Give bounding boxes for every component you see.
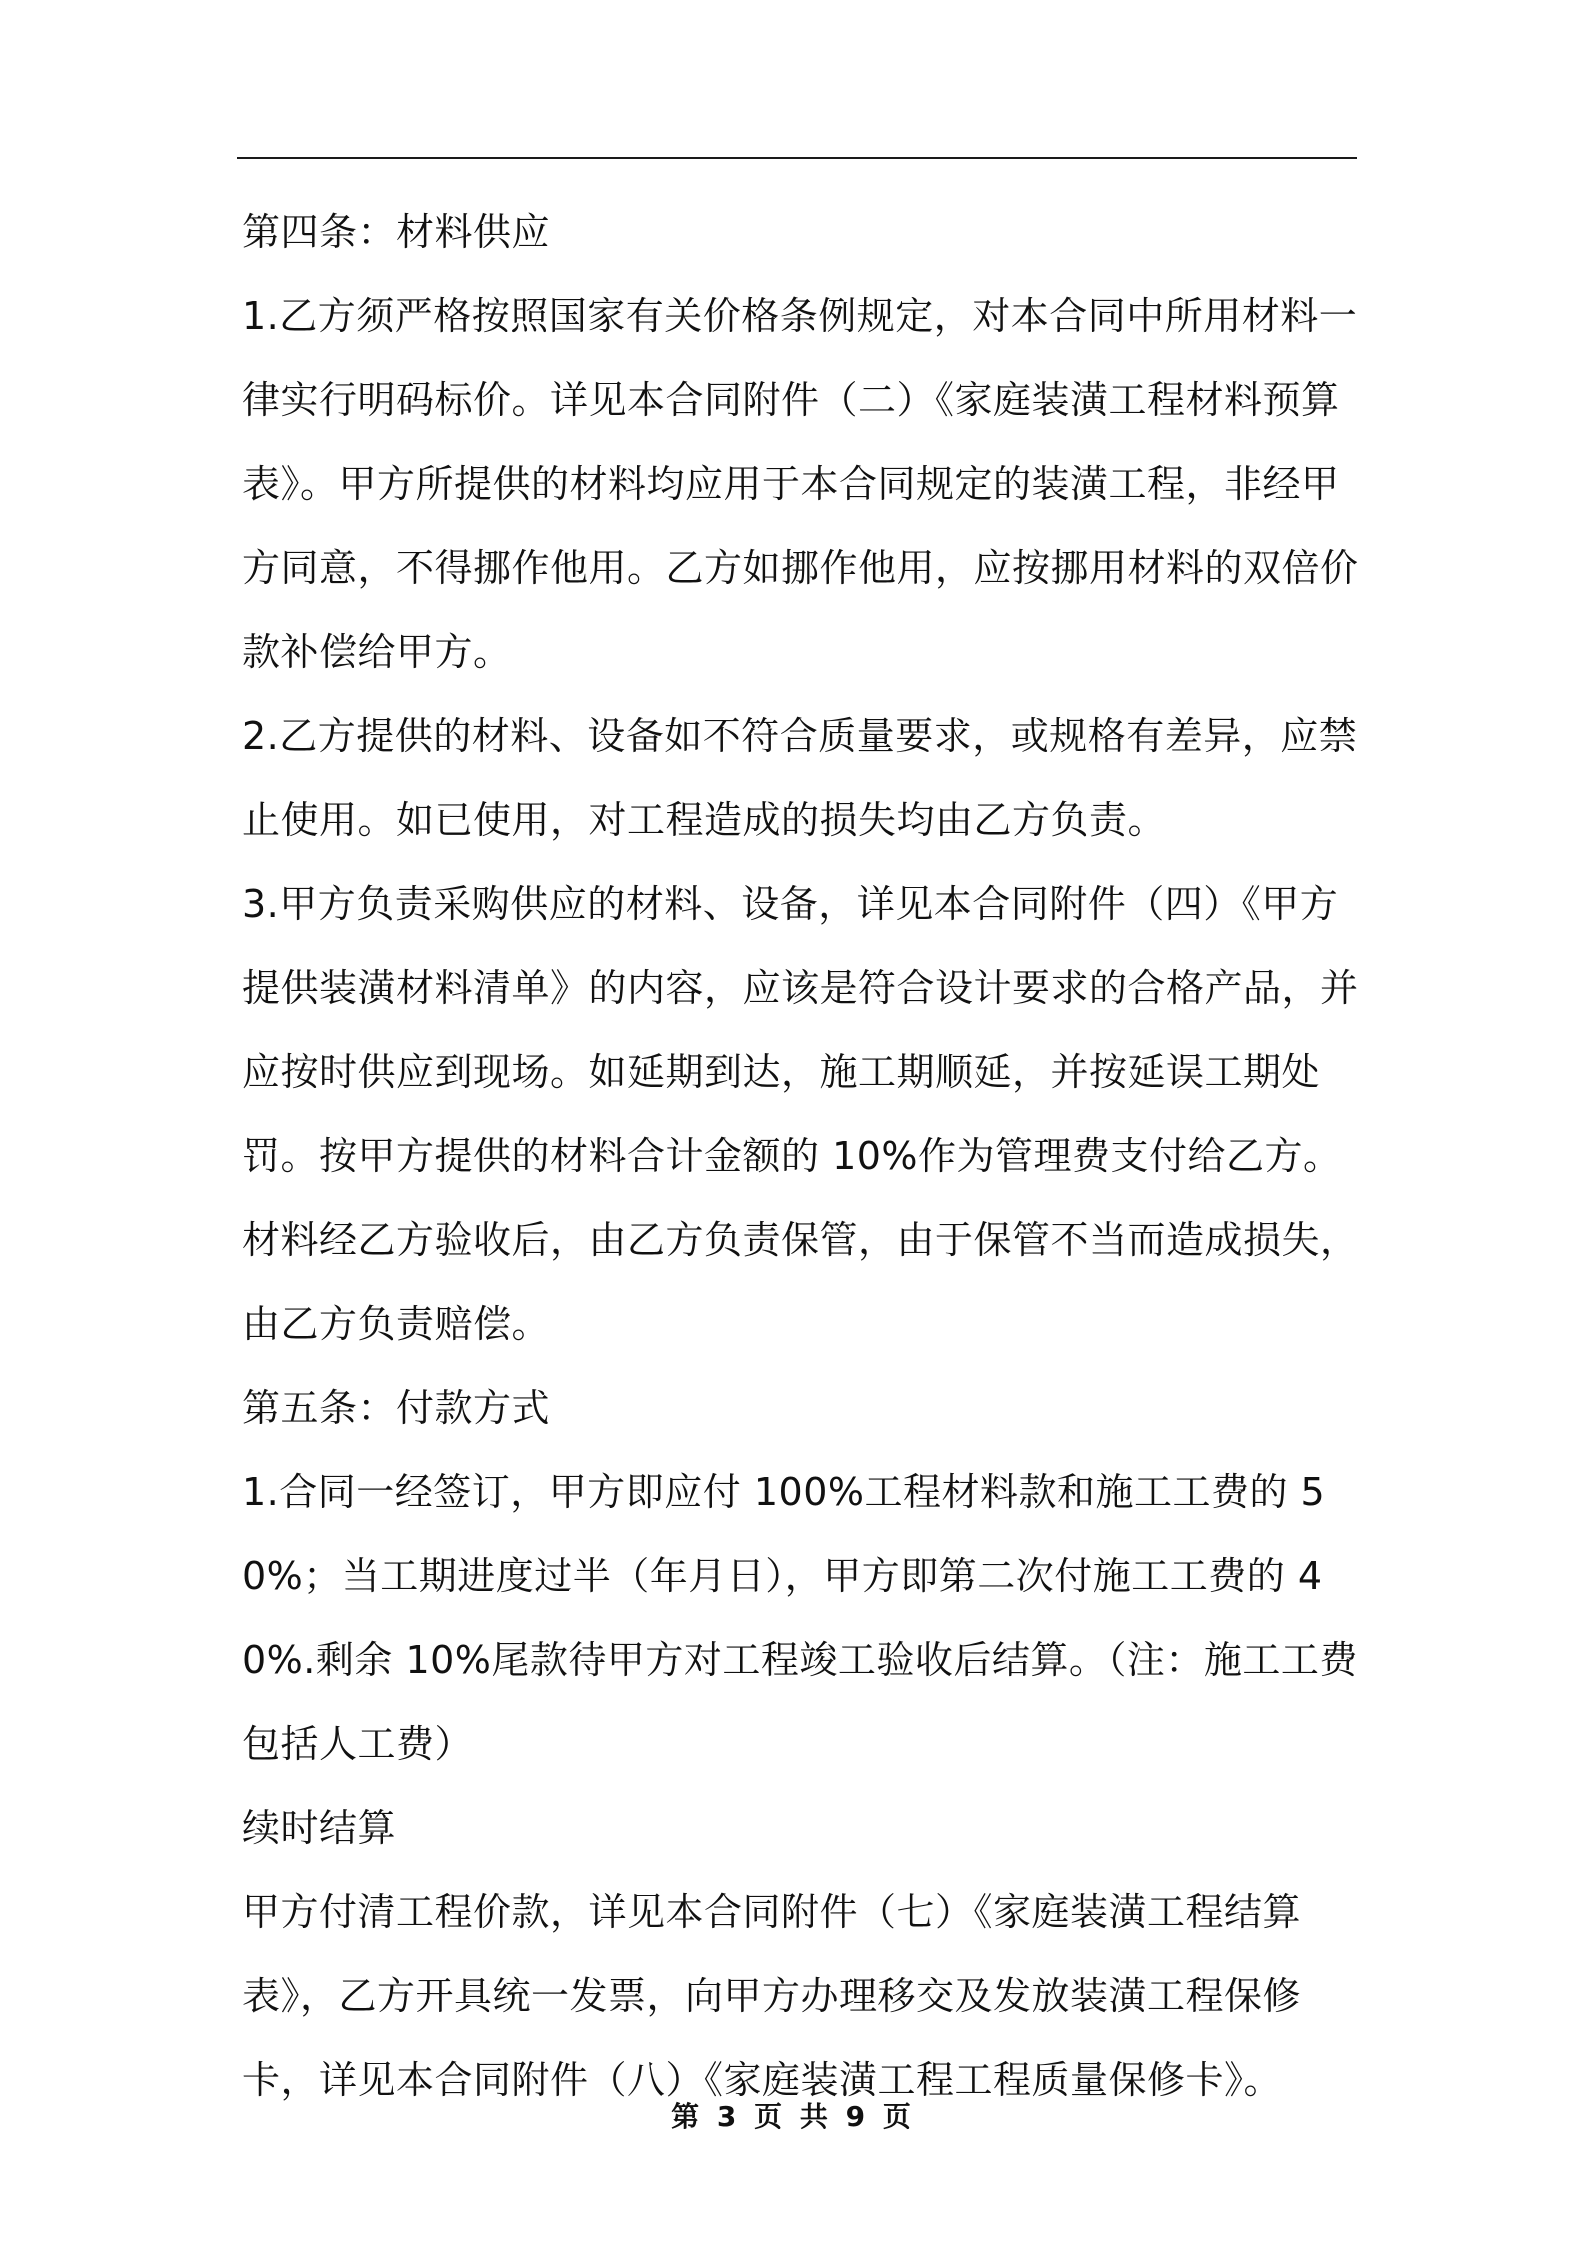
- article-four-clause-3: 3.甲方负责采购供应的材料、设备，详见本合同附件（四）《甲方提供装潢材料清单》的内容，应该是符合设计要求的合格产品，并应按时供应到现场。如延期到达，施工期顺延，并按延误工期处罚。按甲方提供的材料合计金额的 10%作为管理费支付给乙方。材料经乙方验收后，由乙方负责保管，由于保管不当而造成损失，由乙方负责赔偿。: [242, 882, 1359, 1346]
- settlement-heading: 续时结算: [242, 1806, 397, 1850]
- article-four-clause-1: 1.乙方须严格按照国家有关价格条例规定，对本合同中所用材料一律实行明码标价。详见本合同附件（二）《家庭装潢工程材料预算表》。甲方所提供的材料均应用于本合同规定的装潢工程，非经甲方同意，不得挪作他用。乙方如挪作他用，应按挪用材料的双倍价款补偿给甲方。: [242, 294, 1359, 674]
- document-body: [242, 190, 1372, 2122]
- settlement-paragraph: 甲方付清工程价款，详见本合同附件（七）《家庭装潢工程结算表》，乙方开具统一发票，向甲方办理移交及发放装潢工程保修卡，详见本合同附件（八）《家庭装潢工程工程质量保修卡》。: [242, 1890, 1302, 2102]
- header-divider: [237, 157, 1357, 159]
- article-four-clause-2: 2.乙方提供的材料、设备如不符合质量要求，或规格有差异，应禁止使用。如已使用，对工程造成的损失均由乙方负责。: [242, 714, 1358, 842]
- article-five-heading: 第五条：付款方式: [242, 1386, 551, 1430]
- article-four-heading: 第四条：材料供应: [242, 210, 551, 254]
- article-five-clause-1: 1.合同一经签订，甲方即应付 100%工程材料款和施工工费的 50%；当工期进度过半（年月日），甲方即第二次付施工工费的 40%.剩余 10%尾款待甲方对工程竣工验收后结算。（注：施工工费包括人工费）: [242, 1470, 1358, 1766]
- page-number: 第 3 页 共 9 页: [671, 2100, 915, 2133]
